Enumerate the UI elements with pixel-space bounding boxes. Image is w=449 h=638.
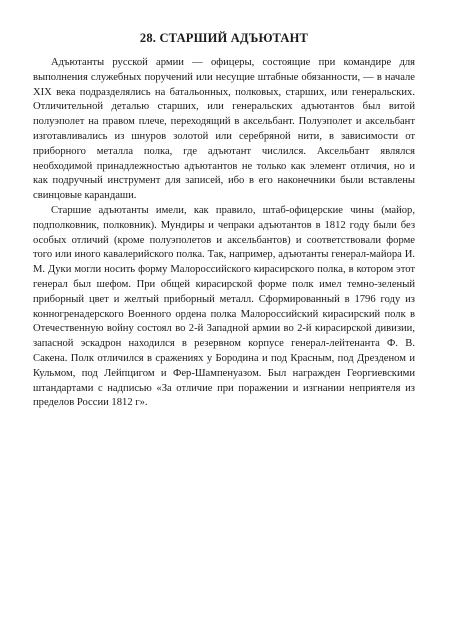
chapter-title: 28. СТАРШИЙ АДЪЮТАНТ xyxy=(139,31,309,45)
paragraph-1: Адъютанты русской армии — офицеры, состоящие при командире для выполнения служебных поручений или несущие штабные обязанности, — в начале XIX века подразделялись на батальонных, полковых, старших, или генеральских. Отличительной деталью старших, или генеральских адъютантов был витой полуэполет на правом плече, переходящий в аксельбант. Полуэполет и аксельбант изготавливались из шнуров золотой или серебряной нити, в зависимости от приборного металла полка, где адъютант числился. Аксельбант являлся необходимой принадлежностью адъютантов не только как элемент отличия, но и как подручный инструмент для записей, ибо в его наконечники были вставлены свинцовые карандаши. xyxy=(33,57,415,202)
document-page xyxy=(33,30,415,411)
paragraph-2: Старшие адъютанты имели, как правило, штаб-офицерские чины (майор, подполковник, полковник). Мундиры и чепраки адъютантов в 1812 году были без особых отличий (кроме полуэполетов и аксельбантов) и соответствовали форме того или иного кавалерийского полка. Так, например, адъютанты генерал-майора И. М. Дуки могли носить форму Малороссийского кирасирского полка, в котором этот генерал был шефом. При общей кирасирской форме полк имел темно-зеленый приборный цвет и желтый приборный металл. Сформированный в 1796 году из конногренадерского Военного ордена полка Малороссийский кирасирский полк в Отечественную войну состоял во 2-й Западной армии во 2-й кирасирской дивизии, запасной эскадрон находился в резервном корпусе генерал-лейтенанта Ф. В. Сакена. Полк отличился в сражениях у Бородина и под Красным, под Дрезденом и Кульмом, под Лейпцигом и Фер-Шампенуазом. Был награжден Георгиевскими штандартами с надписью «За отличие при поражении и изгнании неприятеля из пределов России 1812 г». xyxy=(33,204,415,409)
